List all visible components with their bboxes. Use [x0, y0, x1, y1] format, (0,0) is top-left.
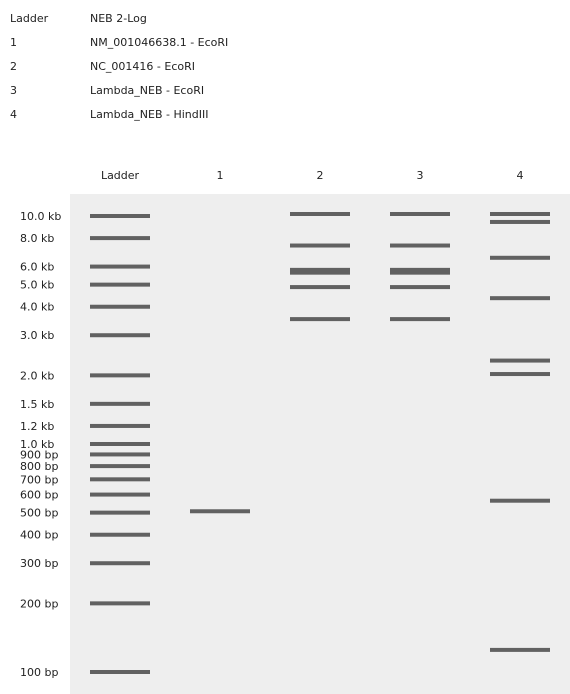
gel-band — [90, 214, 150, 218]
gel-band — [90, 452, 150, 456]
gel-band — [90, 601, 150, 605]
gel-band — [90, 402, 150, 406]
legend-key: Ladder — [10, 12, 49, 25]
gel-band — [390, 244, 450, 248]
gel-band — [90, 236, 150, 240]
gel-band — [290, 212, 350, 216]
ladder-size-label: 100 bp — [20, 666, 59, 679]
gel-band — [90, 670, 150, 674]
gel-band — [90, 561, 150, 565]
legend-value: NC_001416 - EcoRI — [90, 60, 195, 73]
ladder-size-label: 10.0 kb — [20, 210, 62, 223]
gel-band — [490, 212, 550, 216]
ladder-size-label: 3.0 kb — [20, 329, 55, 343]
gel-band — [490, 372, 550, 376]
gel-band — [90, 533, 150, 537]
lane-label-2: 2 — [316, 169, 324, 182]
ladder-size-label: 1.5 kb — [20, 397, 55, 411]
gel-band — [390, 271, 450, 275]
gel-band — [90, 511, 150, 515]
gel-band — [90, 265, 150, 269]
lane-label-ladder: Ladder — [100, 169, 140, 182]
gel-band — [490, 499, 550, 503]
ladder-size-label: 800 bp — [20, 460, 59, 474]
gel-band — [90, 283, 150, 287]
ladder-size-label: 1.2 kb — [20, 419, 55, 433]
gel-band — [90, 442, 150, 446]
ladder-size-label: 5.0 kb — [20, 278, 55, 292]
gel-band — [490, 220, 550, 224]
ladder-size-label: 700 bp — [20, 473, 59, 487]
gel-band — [90, 373, 150, 377]
gel-band — [490, 256, 550, 260]
gel-band — [90, 464, 150, 468]
legend-key: 3 — [10, 84, 17, 97]
gel-band — [290, 317, 350, 321]
lane-label-3: 3 — [416, 169, 424, 182]
legend-value: NM_001046638.1 - EcoRI — [90, 36, 229, 49]
legend-value: NEB 2-Log — [90, 12, 147, 25]
ladder-size-label: 200 bp — [20, 597, 59, 611]
legend-value: Lambda_NEB - HindIII — [90, 108, 209, 121]
ladder-size-label: 900 bp — [20, 448, 59, 462]
gel-band — [90, 305, 150, 309]
gel-band — [190, 509, 250, 513]
gel-band — [390, 317, 450, 321]
legend-key: 2 — [10, 60, 17, 73]
lane-label-4: 4 — [516, 169, 524, 182]
lane-label-1: 1 — [216, 169, 224, 182]
gel-band — [390, 285, 450, 289]
gel-band — [90, 493, 150, 497]
gel-band — [490, 648, 550, 652]
gel-band — [390, 212, 450, 216]
gel-band — [490, 359, 550, 363]
ladder-size-label: 8.0 kb — [20, 232, 55, 246]
ladder-size-label: 2.0 kb — [20, 369, 55, 383]
ladder-size-label: 6.0 kb — [20, 260, 55, 274]
legend-key: 4 — [10, 108, 17, 121]
gel-band — [90, 424, 150, 428]
gel-band — [290, 271, 350, 275]
ladder-size-label: 1.0 kb — [20, 438, 55, 451]
gel-band — [290, 244, 350, 248]
gel-band — [90, 477, 150, 481]
gel-band — [490, 296, 550, 300]
legend-value: Lambda_NEB - EcoRI — [90, 84, 205, 97]
ladder-size-label: 500 bp — [20, 506, 59, 520]
gel-band — [290, 285, 350, 289]
legend-key: 1 — [10, 36, 17, 49]
ladder-size-label: 4.0 kb — [20, 300, 55, 314]
gel-band — [90, 333, 150, 337]
ladder-size-label: 300 bp — [20, 557, 59, 571]
ladder-size-label: 600 bp — [20, 488, 59, 502]
ladder-size-label: 400 bp — [20, 528, 59, 542]
